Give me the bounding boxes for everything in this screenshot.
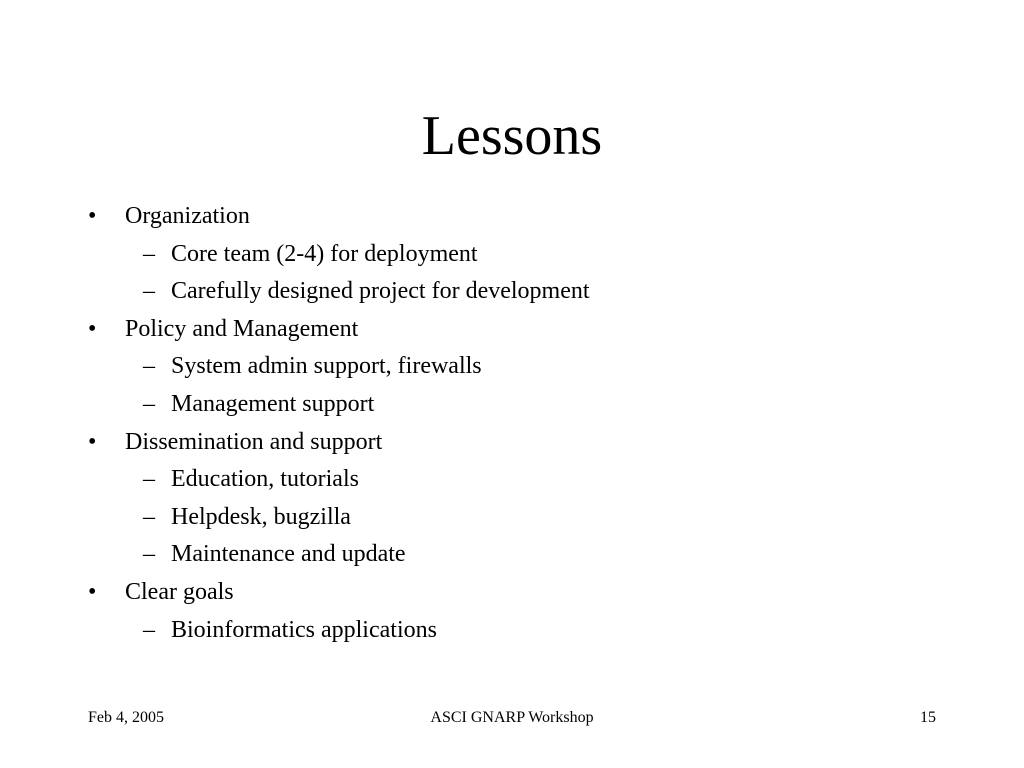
footer-date: Feb 4, 2005 [88, 709, 164, 726]
sub-bullet-item [0, 236, 1024, 274]
sub-bullet-text: Helpdesk, bugzilla [171, 503, 351, 530]
bullet-text: Policy and Management [125, 315, 359, 342]
sub-bullet-text: Education, tutorials [171, 466, 359, 493]
dash-marker: – [143, 466, 155, 493]
bullet-marker: • [88, 578, 97, 605]
sub-bullet-item [0, 386, 1024, 424]
bullet-marker: • [88, 428, 97, 455]
sub-bullet-item [0, 499, 1024, 537]
sub-bullet-text: System admin support, firewalls [171, 353, 482, 380]
footer-page-number: 15 [920, 709, 936, 726]
bullet-list [0, 198, 1024, 649]
bullet-marker: • [88, 315, 97, 342]
sub-bullet-item [0, 348, 1024, 386]
dash-marker: – [143, 390, 155, 417]
sub-bullet-item [0, 612, 1024, 650]
sub-bullet-text: Bioinformatics applications [171, 616, 437, 643]
dash-marker: – [143, 353, 155, 380]
dash-marker: – [143, 240, 155, 267]
bullet-item [0, 424, 1024, 462]
bullet-item [0, 574, 1024, 612]
sub-bullet-item [0, 461, 1024, 499]
sub-bullet-item [0, 536, 1024, 574]
dash-marker: – [143, 541, 155, 568]
bullet-item [0, 198, 1024, 236]
sub-bullet-item [0, 273, 1024, 311]
bullet-text: Dissemination and support [125, 428, 383, 455]
sub-bullet-text: Maintenance and update [171, 541, 406, 568]
sub-bullet-text: Management support [171, 390, 375, 417]
sub-bullet-text: Carefully designed project for development [171, 278, 590, 305]
bullet-text: Organization [125, 203, 250, 229]
bullet-marker: • [88, 203, 97, 229]
slide-title: Lessons [421, 105, 603, 167]
dash-marker: – [143, 278, 155, 305]
footer-event: ASCI GNARP Workshop [430, 709, 594, 726]
bullet-item [0, 311, 1024, 349]
bullet-text: Clear goals [125, 578, 234, 605]
dash-marker: – [143, 616, 155, 643]
sub-bullet-text: Core team (2-4) for deployment [171, 240, 478, 267]
dash-marker: – [143, 503, 155, 530]
